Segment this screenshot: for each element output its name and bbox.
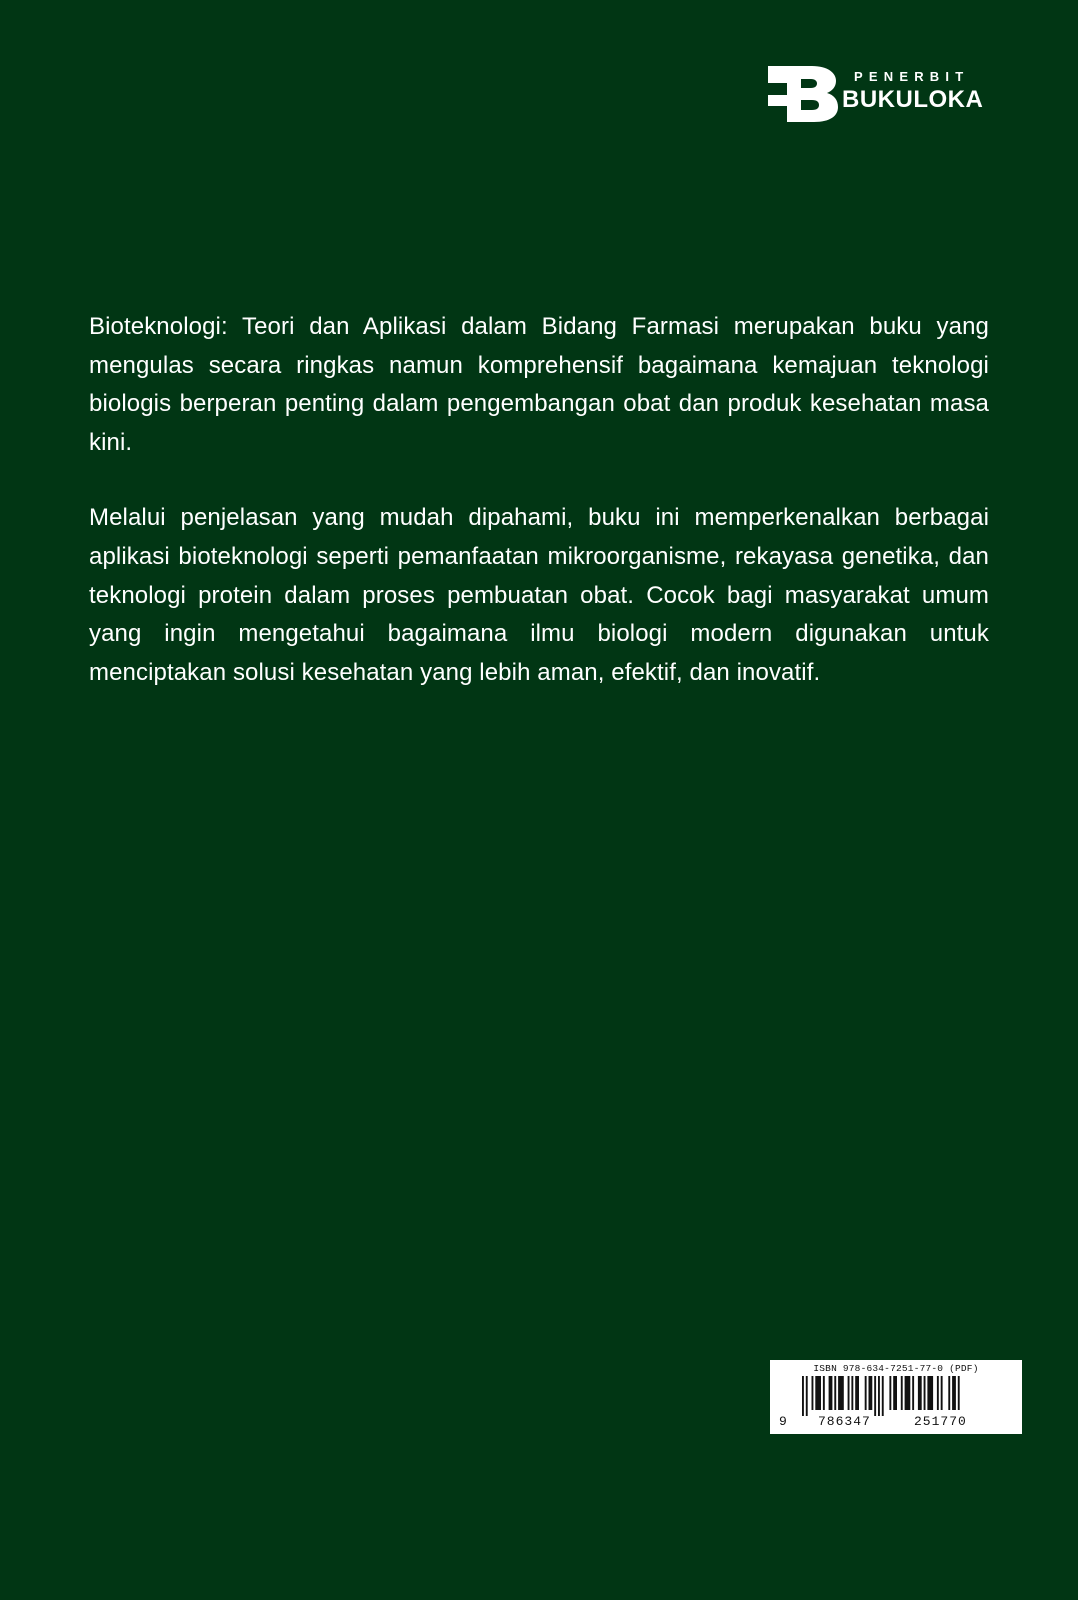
logo-b-icon bbox=[768, 66, 840, 122]
publisher-name: BUKULOKA bbox=[842, 86, 984, 113]
barcode-bar bbox=[855, 1376, 859, 1410]
publisher-logo bbox=[768, 66, 990, 122]
book-description bbox=[89, 308, 989, 729]
barcode-bar bbox=[948, 1376, 950, 1410]
isbn-barcode bbox=[770, 1360, 1022, 1434]
barcode-bars bbox=[802, 1376, 992, 1416]
barcode-bar bbox=[937, 1376, 939, 1410]
barcode-bar bbox=[848, 1376, 850, 1410]
isbn-text: ISBN 978-634-7251-77-0 (PDF) bbox=[813, 1363, 979, 1374]
barcode-bar bbox=[869, 1376, 873, 1410]
barcode-bar bbox=[865, 1376, 867, 1410]
barcode-digits-left: 786347 bbox=[818, 1414, 871, 1429]
barcode-bar bbox=[874, 1376, 876, 1416]
barcode-bar bbox=[851, 1376, 853, 1410]
barcode-bar bbox=[829, 1376, 833, 1410]
barcode-bar bbox=[912, 1376, 914, 1410]
barcode-bar bbox=[882, 1376, 884, 1416]
barcode-bar bbox=[889, 1376, 891, 1410]
barcode-bar bbox=[905, 1376, 911, 1410]
barcode-digits-right: 251770 bbox=[914, 1414, 967, 1429]
barcode-bar bbox=[838, 1376, 844, 1410]
description-paragraph-1: Bioteknologi: Teori dan Aplikasi dalam Bidang Farmasi merupakan buku yang mengulas secara ringkas namun komprehensif bagaimana kemajuan teknologi biologis berperan penting dalam pengembangan obat dan produk kesehatan masa kini. bbox=[89, 313, 989, 456]
barcode-bar bbox=[918, 1376, 922, 1410]
barcode-bar bbox=[823, 1376, 825, 1410]
publisher-label: PENERBIT bbox=[854, 69, 970, 84]
barcode-bar bbox=[941, 1376, 943, 1410]
barcode-bar bbox=[878, 1376, 880, 1416]
barcode-bar bbox=[924, 1376, 926, 1410]
barcode-bar bbox=[834, 1376, 836, 1410]
barcode-bar bbox=[901, 1376, 903, 1410]
barcode-bar bbox=[806, 1376, 808, 1416]
barcode-bar bbox=[812, 1376, 814, 1410]
barcode-bar bbox=[815, 1376, 821, 1410]
barcode-bar bbox=[802, 1376, 804, 1416]
barcode-bar bbox=[893, 1376, 897, 1410]
description-paragraph-2: Melalui penjelasan yang mudah dipahami, buku ini memperkenalkan berbagai aplikasi bioteknologi seperti pemanfaatan mikroorganisme, rekayasa genetika, dan teknologi protein dalam proses pembuatan obat. Cocok bagi masyarakat umum yang ingin mengetahui bagaimana ilmu biologi modern digunakan untuk menciptakan solusi kesehatan yang lebih aman, efektif, dan inovatif. bbox=[89, 504, 989, 686]
barcode-bar bbox=[958, 1376, 960, 1410]
barcode-bar bbox=[952, 1376, 956, 1410]
barcode-digit-lead: 9 bbox=[779, 1414, 787, 1429]
barcode-bar bbox=[927, 1376, 933, 1410]
